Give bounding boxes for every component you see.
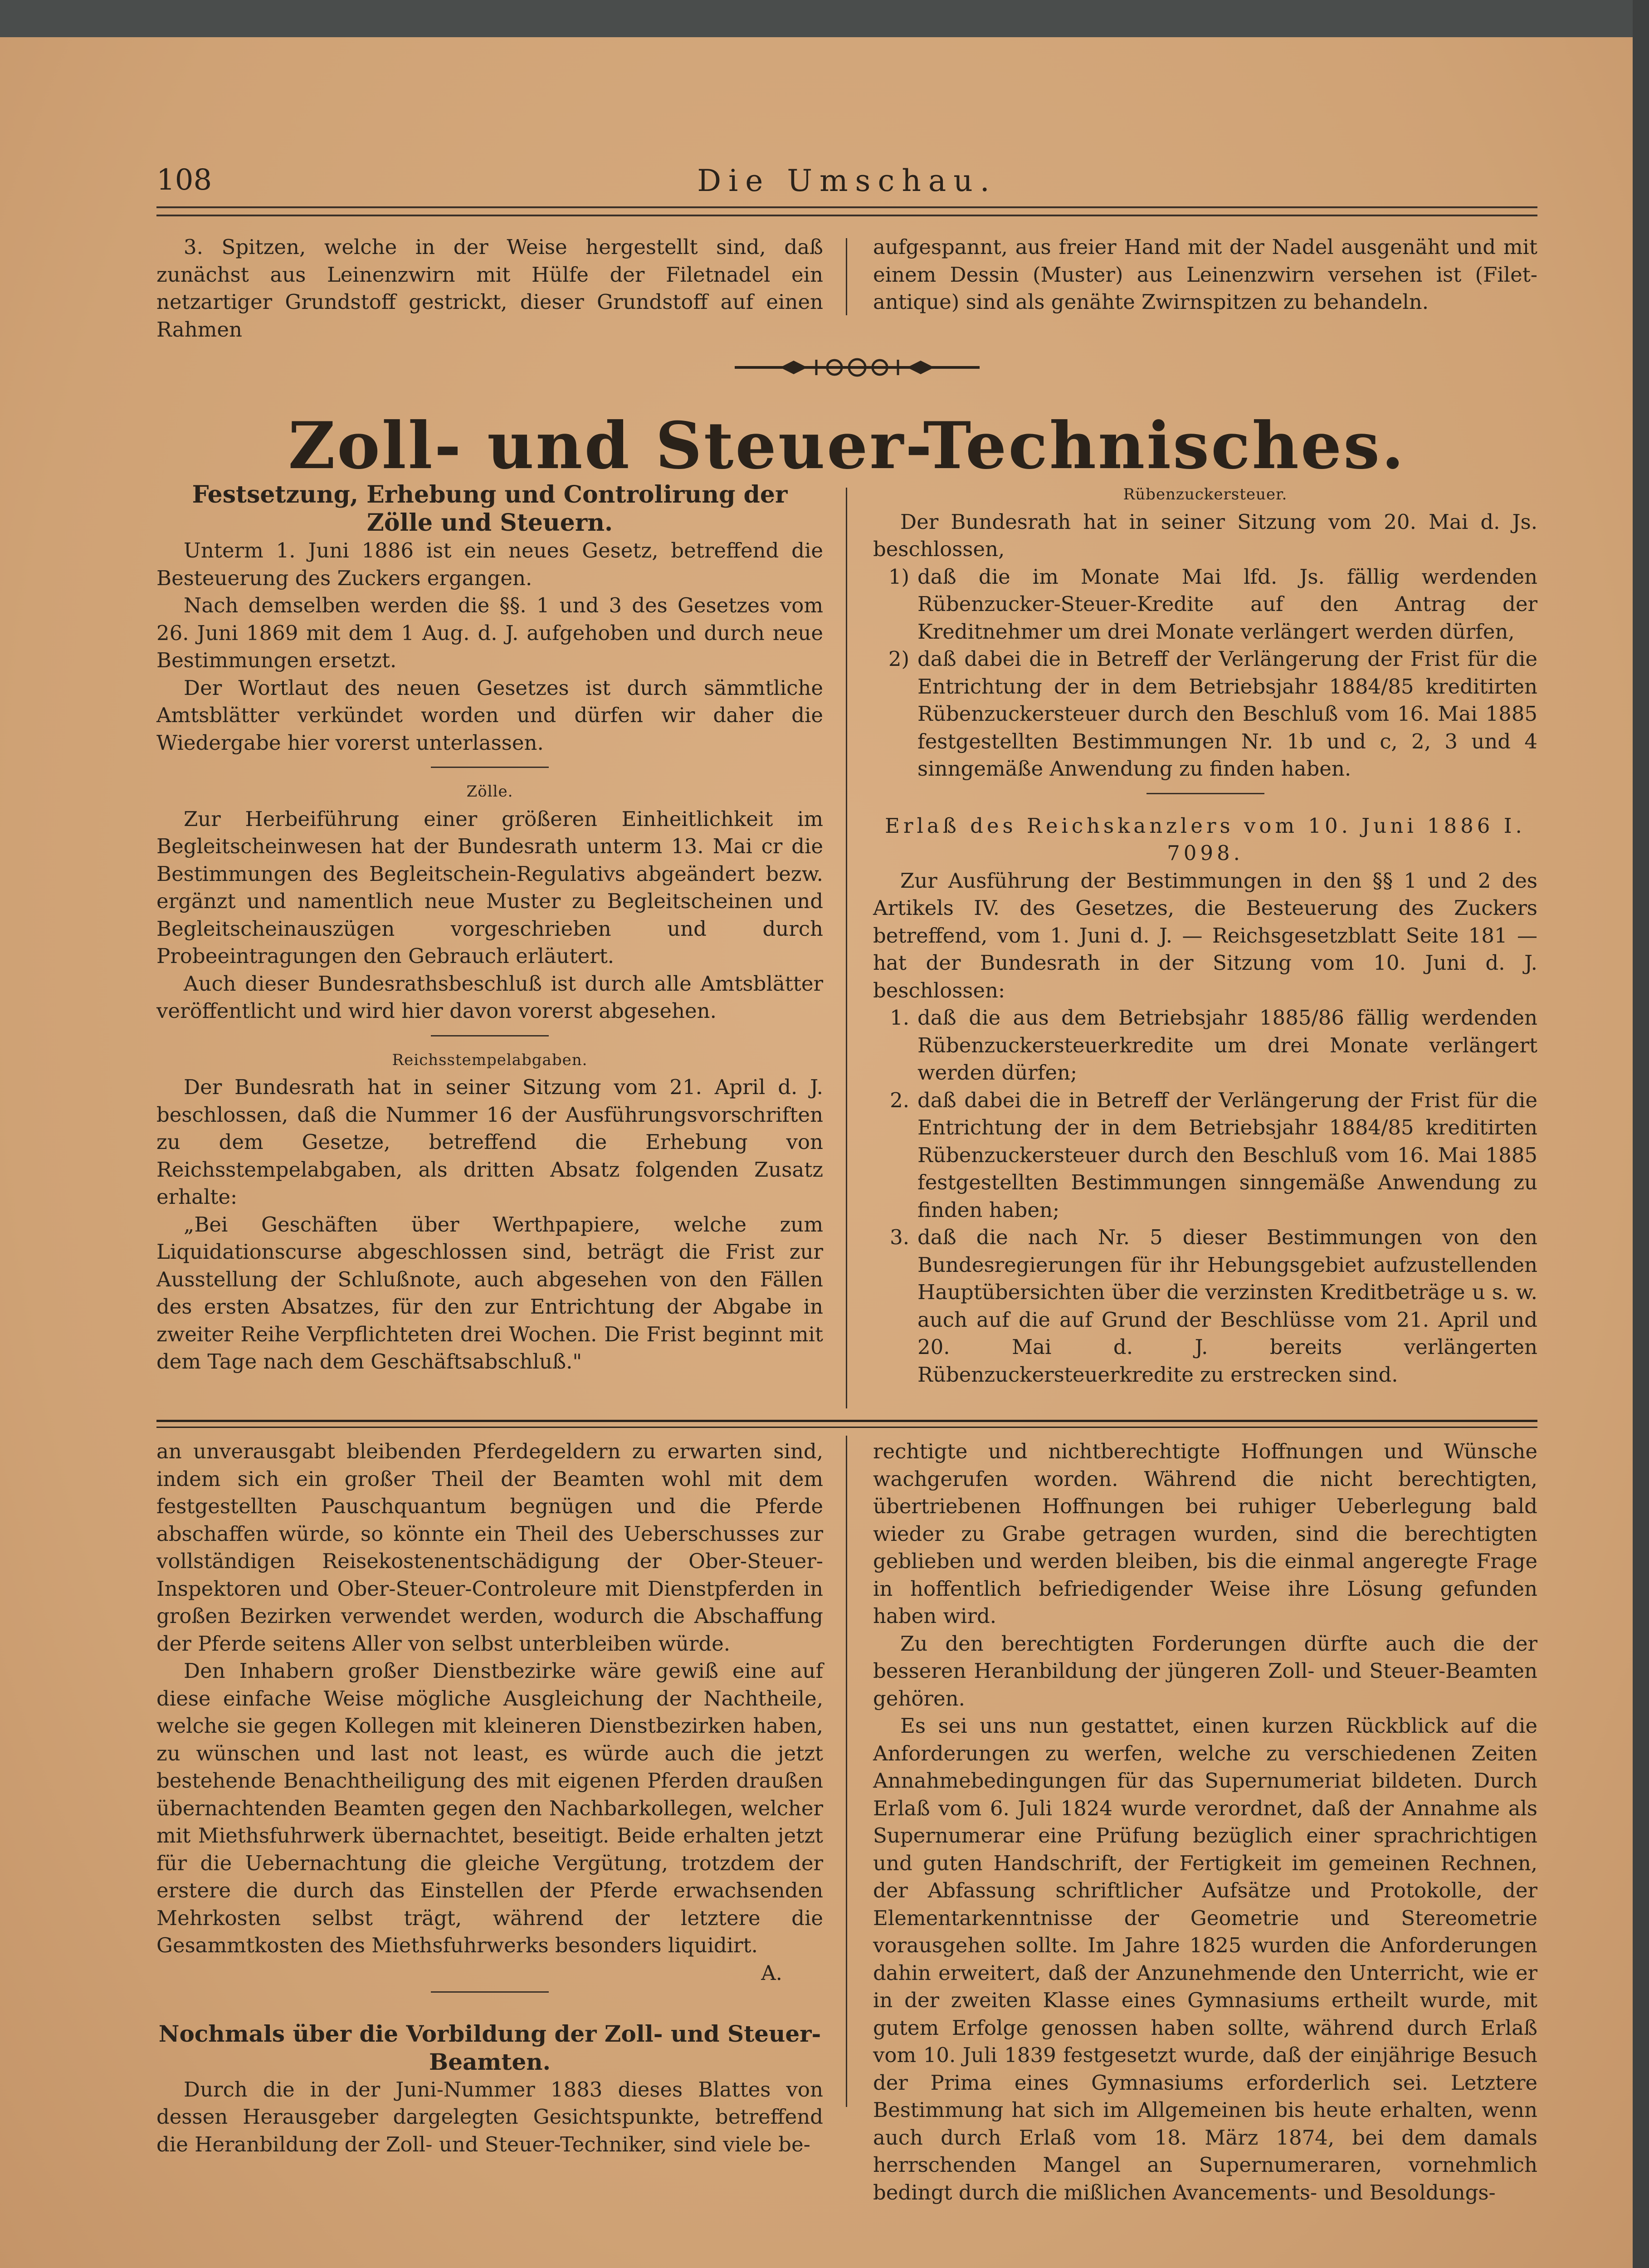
paragraph: 3. Spitzen, welche in der Weise hergestellt sind, daß zunächst aus Leinenzwirn mit Hülfe der Filetnadel ein netzartiger Grundstoff gestrickt, dieser Grundstoff auf einen Rahmen — [156, 235, 823, 342]
left-column — [156, 481, 823, 1376]
ornament-divider-icon — [730, 356, 984, 379]
journal-title: Die Umschau. — [697, 163, 997, 198]
page-number: 108 — [156, 163, 212, 197]
right-column — [873, 481, 1537, 1388]
paragraph: Unterm 1. Juni 1886 ist ein neues Gesetz, betreffend die Besteuerung des Zuckers ergangen. — [156, 538, 823, 590]
list-text: daß die im Monate Mai lfd. Js. fällig werdenden Rübenzucker-Steuer-Kredite auf den Antrag der Kreditnehmer um drei Monate verlängert werden dürfen, — [917, 564, 1537, 644]
list-item — [873, 1004, 1537, 1087]
subheading-zoelle: Zölle. — [466, 782, 513, 801]
paragraph: Zur Ausführung der Bestimmungen in den §§ 1 und 2 des Artikels IV. des Gesetzes, die Besteuerung des Zuckers betreffend, vom 1. Juni d. J. — Reichsgesetzblatt Seite 181 — hat der Bundesrath in der Sitzung vom 10. Juni d. J. beschlossen: — [873, 868, 1537, 1002]
article-title: Nochmals über die Vorbildung der Zoll- und Steuer-Beamten. — [158, 2020, 821, 2075]
section-separator — [431, 1991, 549, 1993]
list-text: daß dabei die in Betreff der Verlängerung der Frist für die Entrichtung der in dem Betriebsjahr 1884/85 kreditirten Rübenzuckersteuer durch den Beschluß vom 16. Mai 1885 festgestellten Bestimmungen Nr. 1b und c, 2, 3 und 4 sinngemäße Anwendung zu finden haben. — [917, 647, 1537, 781]
paragraph: Der Bundesrath hat in seiner Sitzung vom 21. April d. J. beschlossen, daß die Nummer 16 der Ausführungsvorschriften zu dem Gesetze, betreffend die Erhebung von Reichsstempelabgaben, als dritten Absatz folgenden Zusatz erhalte: — [156, 1075, 823, 1209]
subheading-reichsstempelabgaben: Reichsstempelabgaben. — [392, 1051, 588, 1069]
article-title: Festsetzung, Erhebung und Controlirung der Zölle und Steuern. — [192, 481, 788, 537]
list-item — [873, 563, 1537, 646]
paragraph: Auch dieser Bundesrathsbeschluß ist durch alle Amtsblätter veröffentlicht und wird hier davon vorerst abgesehen. — [156, 971, 823, 1023]
paragraph: Der Wortlaut des neuen Gesetzes ist durch sämmtliche Amtsblätter verkündet worden und dürfen wir daher die Wiedergabe hier vorerst unterlassen. — [156, 675, 823, 755]
section-separator — [1146, 793, 1264, 794]
block-quote: „Bei Geschäften über Werthpapiere, welche zum Liquidationscurse abgeschlossen sind, beträgt die Frist zur Ausstellung der Schlußnote, auch abgesehen von den Fällen des ersten Absatzes, für den zur Entrichtung der Abgabe in zweiter Reihe Verpflichteten drei Wochen. Die Frist beginnt mit dem Tage nach dem Geschäftsabschluß." — [156, 1212, 823, 1374]
author-signature: A. — [761, 1960, 782, 1985]
list-number: 2) — [888, 647, 909, 671]
book-spine-edge — [1633, 0, 1649, 2268]
paragraph: Zu den berechtigten Forderungen dürfte auch die der besseren Heranbildung der jüngeren Zoll- und Steuer-Beamten gehören. — [873, 1631, 1537, 1711]
list-item — [873, 1224, 1537, 1388]
paragraph: Durch die in der Juni-Nummer 1883 dieses Blattes von dessen Herausgeber dargelegten Gesichtspunkte, betreffend die Heranbildung der Zoll- und Steuer-Techniker, sind viele be- — [156, 2077, 823, 2156]
top-right-column — [873, 234, 1537, 316]
paragraph: Der Bundesrath hat in seiner Sitzung vom 20. Mai d. Js. beschlossen, — [873, 509, 1537, 561]
paragraph: an unverausgabt bleibenden Pferdegeldern zu erwarten sind, indem sich ein großer Theil der Beamten wohl mit dem festgestellten Pauschquantum begnügen und die Pferde abschaffen würde, so könnte ein Theil des Ueberschusses zur vollständigen Reisekostenentschädigung der Ober-Steuer-Inspektoren und Ober-Steuer-Controleure mit Dienstpferden in großen Bezirken verwendet werden, wodurch die Abschaffung der Pferde seitens Aller von selbst unterbleiben würde. — [156, 1439, 823, 1656]
list-text: daß die nach Nr. 5 dieser Bestimmungen von den Bundesregierungen für ihr Hebungsgebiet aufzustellenden Hauptübersichten über die verzinsten Kreditbeträge u s. w. auch auf die auf Grund der Beschlüsse vom 21. April und 20. Mai d. J. bereits verlängerten Rübenzuckersteuerkredite zu erstrecken sind. — [917, 1225, 1537, 1387]
column-divider — [846, 1436, 847, 2107]
list-number: 1) — [888, 564, 909, 589]
list-item — [873, 645, 1537, 783]
header-double-rule — [156, 206, 1537, 216]
paragraph: aufgespannt, aus freier Hand mit der Nadel ausgenäht und mit einem Dessin (Muster) aus Leinenzwirn versehen ist (Filet-antique) sind als genähte Zwirnspitzen zu behandeln. — [873, 235, 1537, 314]
subheading-ruebenzuckersteuer: Rübenzuckersteuer. — [1123, 485, 1288, 503]
list-number: 2. — [890, 1088, 909, 1112]
section-title: Zoll- und Steuer-Technisches. — [288, 408, 1406, 484]
list-item — [873, 1087, 1537, 1224]
list-text: daß die aus dem Betriebsjahr 1885/86 fällig werdenden Rübenzuckersteuerkredite um drei Monate verlängert werden dürfen; — [917, 1006, 1537, 1085]
scan-background-top — [0, 0, 1649, 37]
column-divider — [846, 488, 847, 1408]
section-separator — [431, 767, 549, 768]
list-text: daß dabei die in Betreff der Verlängerung der Frist für die Entrichtung der in dem Betriebsjahr 1884/85 kreditirten Rübenzuckersteuer durch den Beschluß vom 16. Mai 1885 festgestellten Bestimmungen sinngemäße Anwendung zu finden haben; — [917, 1088, 1537, 1222]
paragraph: Zur Herbeiführung einer größeren Einheitlichkeit im Begleitscheinwesen hat der Bundesrath unterm 13. Mai cr die Bestimmungen des Begleitschein-Regulativs abgeändert bezw. ergänzt und namentlich neue Muster zu Begleitscheinen und Begleitscheinauszügen vorgeschrieben und durch Probeeintragungen den Gebrauch erläutert. — [156, 807, 823, 968]
paragraph-text: Den Inhabern großer Dienstbezirke wäre gewiß eine auf diese einfache Weise mögliche Ausgleichung der Nachtheile, welche sie gegen Kollegen mit kleineren Dienstbezirken haben, zu wünschen und last not least, es würde auch die jetzt bestehende Benachtheiligung des mit eigenen Pferden draußen übernachtenden Beamten gegen den Nachbarkollegen, welcher mit Miethsfuhrwerk übernachtet, beseitigt. Beide erhalten jetzt für die Uebernachtung die gleiche Vergütung, trotzdem der erstere die durch das Einstellen der Pferde erwachsenden Mehrkosten selbst trägt, während der letztere die Gesammtkosten des Miethsfuhrwerks besonders liquidirt. — [156, 1659, 823, 1957]
list-number: 1. — [890, 1006, 909, 1030]
top-left-column — [156, 234, 823, 343]
subheading-erlass: Erlaß des Reichskanzlers vom 10. Juni 1886 I. 7098. — [885, 813, 1526, 865]
bottom-right-column — [873, 1438, 1537, 2206]
column-divider — [846, 238, 847, 315]
section-thick-rule — [156, 1420, 1537, 1428]
paragraph: Nach demselben werden die §§. 1 und 3 des Gesetzes vom 26. Juni 1869 mit dem 1 Aug. d. J. aufgehoben und durch neue Bestimmungen ersetzt. — [156, 593, 823, 672]
paragraph: rechtigte und nichtberechtigte Hoffnungen und Wünsche wachgerufen worden. Während die nicht berechtigten, übertriebenen Hoffnungen bei ruhiger Ueberlegung bald wieder zu Grabe getragen wurden, sind die berechtigten geblieben und werden bleiben, bis die einmal angeregte Frage in hoffentlich befriedigender Weise ihre Lösung gefunden haben wird. — [873, 1439, 1537, 1628]
page-header — [156, 163, 1537, 204]
paragraph — [156, 1657, 823, 1985]
bottom-left-column — [156, 1438, 823, 2158]
list-number: 3. — [890, 1225, 909, 1249]
section-separator — [431, 1035, 549, 1036]
paragraph: Es sei uns nun gestattet, einen kurzen Rückblick auf die Anforderungen zu werfen, welche zu verschiedenen Zeiten Annahmebedingungen für das Supernumeriat bildeten. Durch Erlaß vom 6. Juli 1824 wurde verordnet, daß der Annahme als Supernumerar eine Prüfung bezüglich einer sprachrichtigen und guten Handschrift, der Fertigkeit im gemeinen Rechnen, der Abfassung schriftlicher Aufsätze und Protokolle, der Elementarkenntnisse der Geometrie und Stereometrie vorausgehen sollte. Im Jahre 1825 wurden die Anforderungen dahin erweitert, daß der Anzunehmende den Unterricht, wie er in der zweiten Klasse eines Gymnasiums ertheilt wurde, mit gutem Erfolge genossen haben sollte, während durch Erlaß vom 10. Juli 1839 festgesetzt wurde, daß der einjährige Besuch der Prima eines Gymnasiums erforderlich sei. Letztere Bestimmung hat sich im Allgemeinen bis heute erhalten, wenn auch durch Erlaß vom 18. März 1874, bei dem damals herrschenden Mangel an Supernumeraren, vornehmlich bedingt durch die mißlichen Avancements- und Besoldungs- — [873, 1714, 1537, 2204]
